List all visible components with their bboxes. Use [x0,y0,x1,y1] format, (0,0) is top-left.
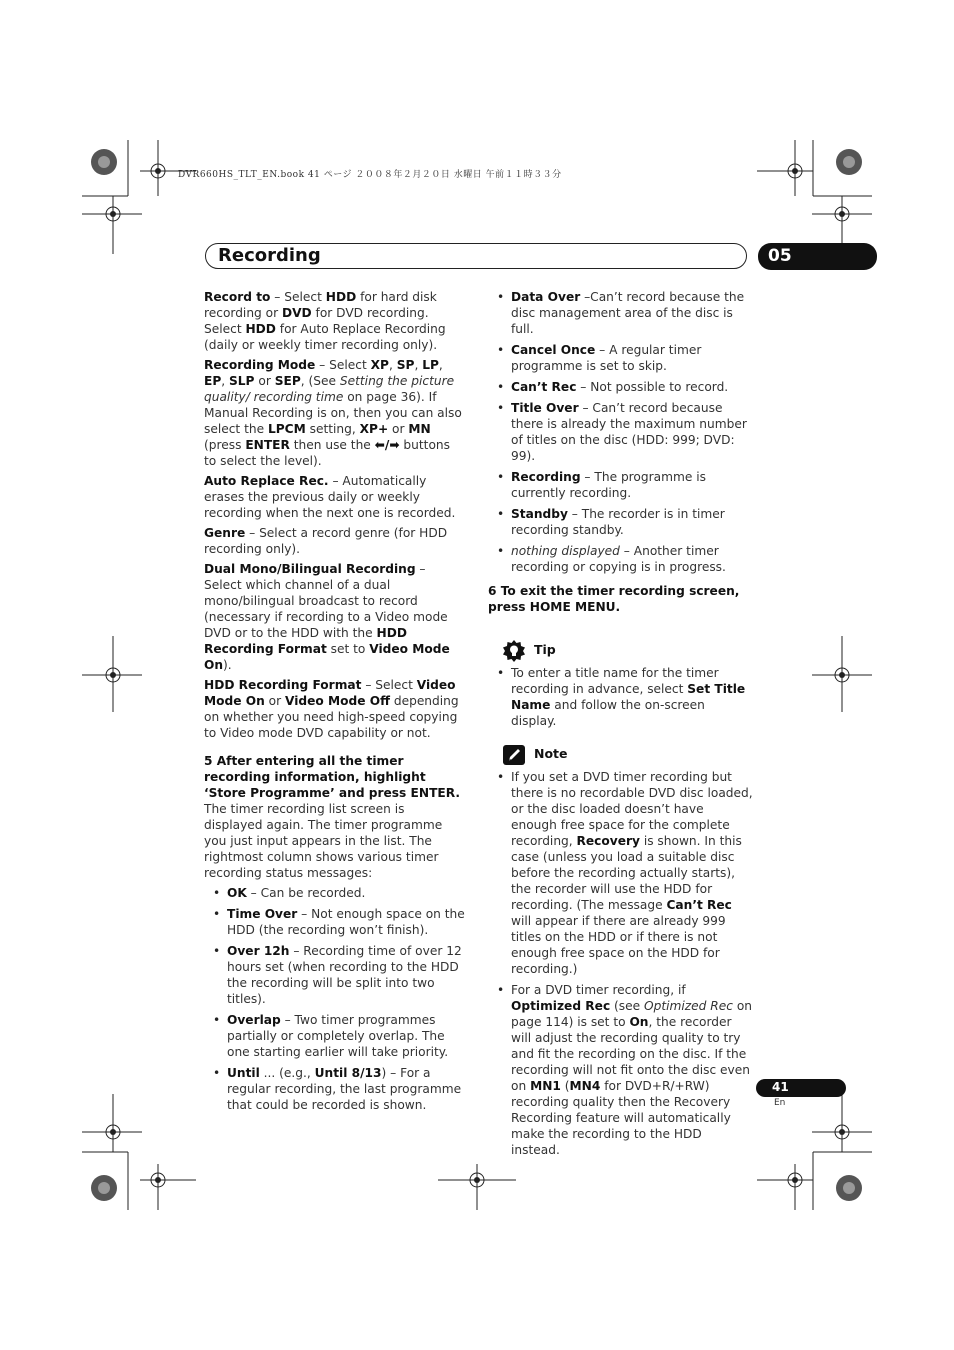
list-item: • To enter a title name for the timer recording in advance, select Set Title Name and follow the on-screen display. [488,665,753,729]
note-list [488,769,753,1158]
list-item: • Overlap – Two timer programmes partially or completely overlap. The one starting earlier will take priority. [204,1012,466,1060]
page-language: En [774,1098,786,1108]
note-label: Note [534,746,568,761]
chapter-number: 05 [768,246,792,266]
chapter-tab [758,243,877,270]
list-item: • Title Over – Can’t record because there is already the maximum number of titles on the disc (HDD: 999; DVD: 99). [488,400,753,464]
list-item: • Data Over –Can’t record because the disc management area of the disc is full. [488,289,753,337]
left-column [204,289,466,1118]
hdd-format-paragraph: HDD Recording Format – Select Video Mode On or Video Mode Off depending on whether you need high-speed copying to Video mode DVD capability or not. [204,678,459,740]
record-to-paragraph: Record to – Select HDD for hard disk recording or DVD for DVD recording. Select HDD for Auto Replace Recording (daily or weekly timer recording only). [204,290,446,352]
list-item: • For a DVD timer recording, if Optimized Rec (see Optimized Rec on page 114) is set to On, the recorder will adjust the recording quality to try and fit the recording on the disc. If the recording will not fit onto the disc even on MN1 (MN4 for DVD+R/+RW) recording quality then the Recovery Recording feature will automatically make the recording to the HDD instead. [488,982,753,1158]
note-icon [502,743,526,767]
list-item: • nothing displayed – Another timer recording or copying is in progress. [488,543,753,575]
section-title-bar [205,243,747,269]
tip-label: Tip [534,642,556,657]
list-item: • Over 12h – Recording time of over 12 hours set (when recording to the HDD the recording will be split into two titles). [204,943,466,1007]
step-5-body: The timer recording list screen is displayed again. The timer programme you just input appears in the list. The rightmost column shows various timer recording status messages: [204,802,443,880]
right-column [488,289,753,1163]
left-right-arrows-icon: ⬅/➡ [374,438,400,452]
dual-mono-paragraph: Dual Mono/Bilingual Recording – Select which channel of a dual mono/bilingual broadcast to record (necessary if recording to a Video mode DVD or to the HDD with the HDD Recording Format set to Video Mode On). [204,562,450,672]
page-number-tab [756,1079,846,1097]
step-5-heading: 5 After entering all the timer recording information, highlight ‘Store Programme’ and press ENTER. [204,754,460,800]
list-item: • Can’t Rec – Not possible to record. [488,379,753,395]
step-6-heading: 6 To exit the timer recording screen, press HOME MENU. [488,584,740,614]
list-item: • Cancel Once – A regular timer programme is set to skip. [488,342,753,374]
status-list-left [204,885,466,1113]
status-list-right [488,289,753,575]
list-item: • OK – Can be recorded. [204,885,466,901]
tip-list [488,665,753,729]
list-item: • If you set a DVD timer recording but there is no recordable DVD disc loaded, or the disc loaded doesn’t have enough free space for the complete recording, Recovery is shown. In this case (unless you load a suitable disc before the recording actually starts), the recorder will use the HDD for recording. (The message Can’t Rec will appear if there are already 999 titles on the HDD or if there is not enough free space on the HDD for recording.) [488,769,753,977]
recording-mode-paragraph: Recording Mode – Select XP, SP, LP, EP, SLP or SEP, (See Setting the picture quality/ recording time on page 36). If Manual Recording is on, then you can also select the LPCM setting, XP+ or MN (press ENTER then use the ⬅/➡ buttons to select the level). [204,358,462,468]
book-file-info: DVR660HS_TLT_EN.book 41 ページ ２００８年２月２０日 水曜日 午前１１時３３分 [178,170,562,180]
auto-replace-paragraph: Auto Replace Rec. – Automatically erases the previous daily or weekly recording when the next one is recorded. [204,474,456,520]
list-item: • Until ... (e.g., Until 8/13) – For a regular recording, the last programme that could be recorded is shown. [204,1065,466,1113]
section-title: Recording [218,245,321,266]
list-item: • Standby – The recorder is in timer recording standby. [488,506,753,538]
list-item: • Time Over – Not enough space on the HDD (the recording won’t finish). [204,906,466,938]
list-item: • Recording – The programme is currently recording. [488,469,753,501]
tip-icon [502,639,526,663]
note-heading [488,743,753,767]
tip-heading [488,639,753,663]
genre-paragraph: Genre – Select a record genre (for HDD recording only). [204,526,448,556]
page-number: 41 [772,1080,789,1094]
